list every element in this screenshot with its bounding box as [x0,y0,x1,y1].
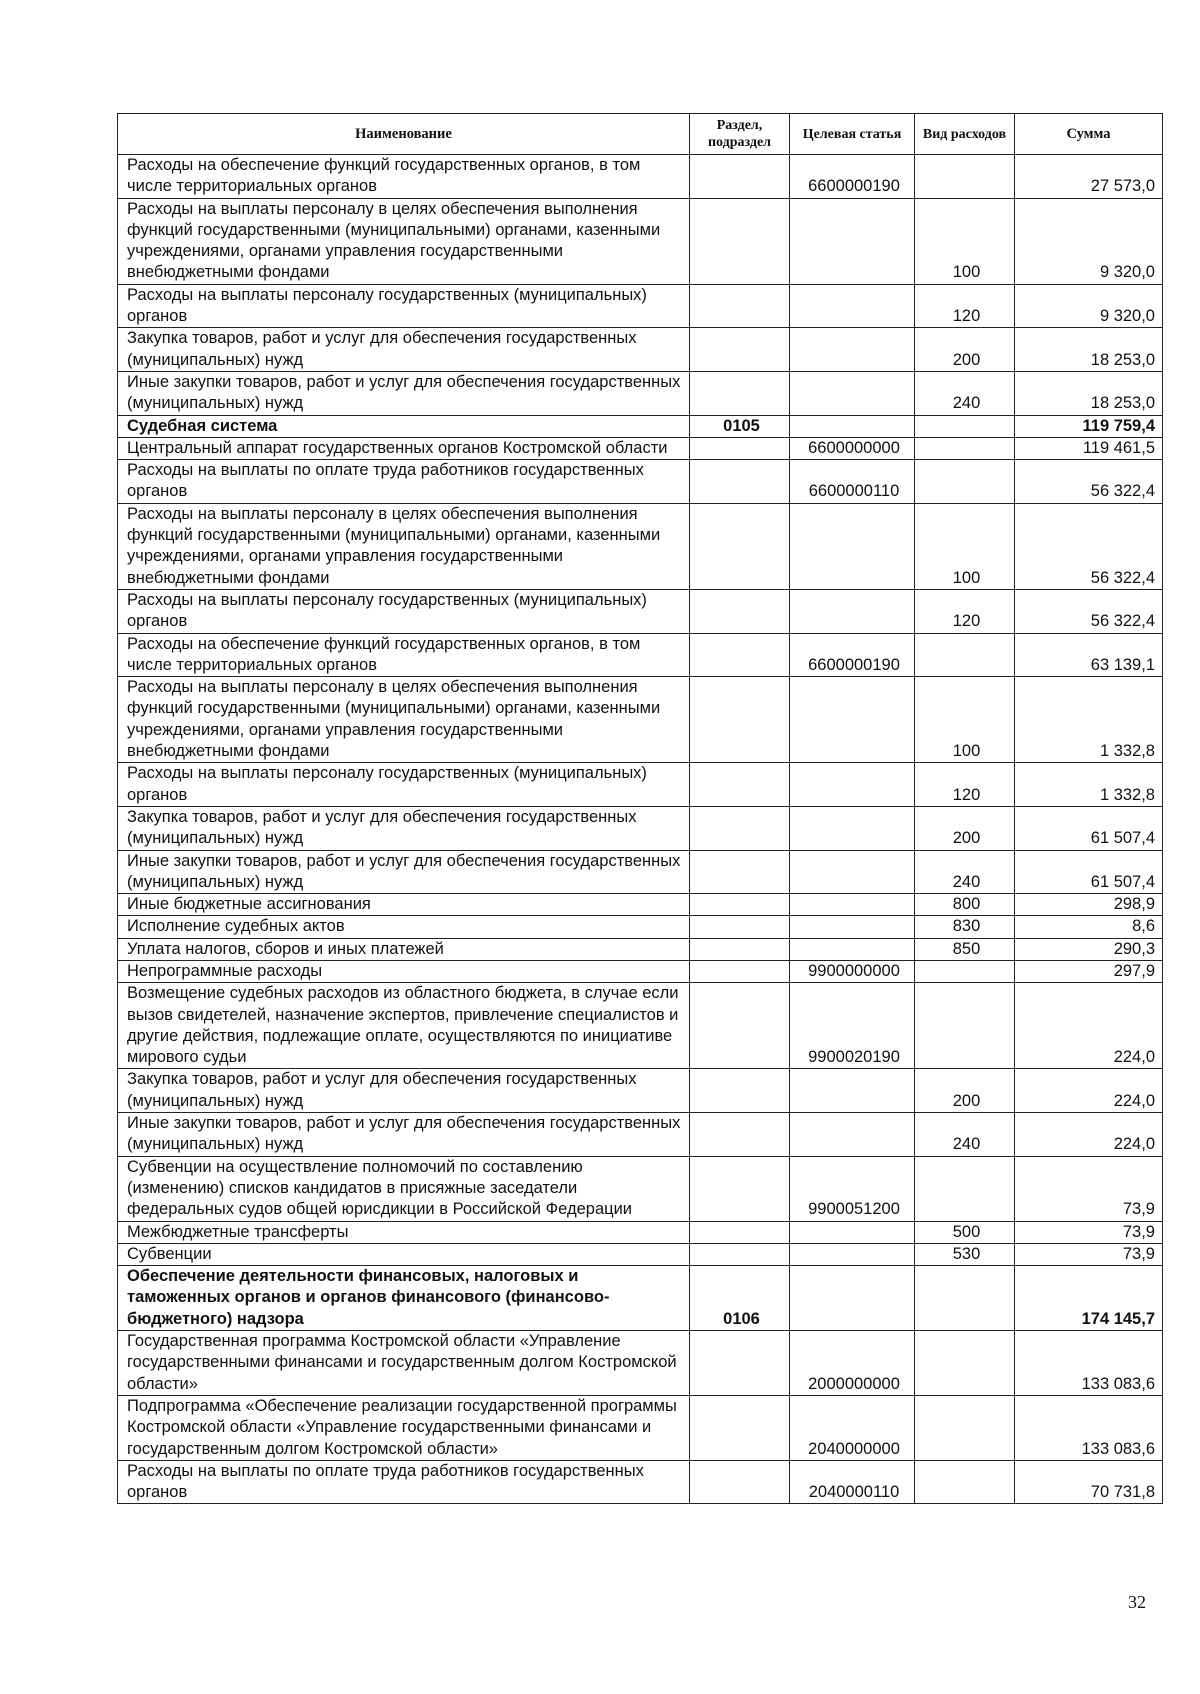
row-name: Расходы на обеспечение функций государственных органов, в том числе территориальных органов [118,633,690,677]
table-row [118,437,1163,459]
row-sum: 119 759,4 [1015,415,1163,437]
row-section [690,960,790,982]
row-sum: 73,9 [1015,1221,1163,1243]
row-name: Расходы на выплаты персоналу государственных (муниципальных) органов [118,763,690,807]
row-sum: 224,0 [1015,983,1163,1069]
row-sum: 70 731,8 [1015,1460,1163,1504]
row-sum: 56 322,4 [1015,503,1163,589]
row-name: Обеспечение деятельности финансовых, налоговых и таможенных органов и органов финансового (финансово-бюджетного) надзора [118,1266,690,1331]
row-section [690,633,790,677]
table-row [118,806,1163,850]
row-section [690,938,790,960]
row-name: Иные закупки товаров, работ и услуг для обеспечения государственных (муниципальных) нужд [118,1113,690,1157]
table-body [118,155,1163,1504]
table-row [118,589,1163,633]
row-target [790,198,915,284]
row-section [690,850,790,894]
row-name: Расходы на выплаты персоналу в целях обеспечения выполнения функций государственными (муниципальными) органами, казенными учреждениями, органами управления государственными внебюджетными фондами [118,198,690,284]
row-kind [915,155,1015,199]
row-name: Расходы на выплаты персоналу государственных (муниципальных) органов [118,284,690,328]
table-row [118,415,1163,437]
row-section [690,460,790,504]
row-section [690,916,790,938]
row-kind [915,633,1015,677]
row-kind: 850 [915,938,1015,960]
table-row [118,633,1163,677]
table-row [118,938,1163,960]
row-name: Центральный аппарат государственных органов Костромской области [118,437,690,459]
row-sum: 61 507,4 [1015,806,1163,850]
row-section [690,1243,790,1265]
row-kind: 100 [915,198,1015,284]
row-sum: 290,3 [1015,938,1163,960]
row-section [690,806,790,850]
row-target [790,1069,915,1113]
row-sum: 56 322,4 [1015,589,1163,633]
table-header [118,114,1163,155]
table-row [118,1331,1163,1396]
table-row [118,1156,1163,1221]
row-target: 9900051200 [790,1156,915,1221]
row-name: Расходы на выплаты по оплате труда работников государственных органов [118,460,690,504]
row-sum: 73,9 [1015,1243,1163,1265]
row-kind: 200 [915,1069,1015,1113]
row-section [690,1156,790,1221]
table-row [118,155,1163,199]
row-kind: 240 [915,850,1015,894]
row-target [790,763,915,807]
row-section [690,1395,790,1460]
page-number: 32 [1128,1592,1146,1612]
row-sum: 133 083,6 [1015,1331,1163,1396]
row-name: Расходы на выплаты персоналу в целях обеспечения выполнения функций государственными (муниципальными) органами, казенными учреждениями, органами управления государственными внебюджетными фондами [118,503,690,589]
row-sum: 9 320,0 [1015,284,1163,328]
row-kind [915,460,1015,504]
table-row [118,1113,1163,1157]
row-name: Межбюджетные трансферты [118,1221,690,1243]
row-section [690,155,790,199]
row-name: Исполнение судебных актов [118,916,690,938]
row-section [690,1221,790,1243]
row-kind: 240 [915,371,1015,415]
row-name: Расходы на выплаты персоналу государственных (муниципальных) органов [118,589,690,633]
row-section [690,589,790,633]
row-section: 0105 [690,415,790,437]
row-sum: 8,6 [1015,916,1163,938]
row-name: Иные бюджетные ассигнования [118,894,690,916]
row-sum: 174 145,7 [1015,1266,1163,1331]
row-sum: 297,9 [1015,960,1163,982]
table-row [118,198,1163,284]
row-name: Возмещение судебных расходов из областного бюджета, в случае если вызов свидетелей, назначение экспертов, привлечение специалистов и другие действия, подлежащие оплате, осуществляются по инициативе мирового судьи [118,983,690,1069]
row-target [790,916,915,938]
row-sum: 63 139,1 [1015,633,1163,677]
row-target: 6600000190 [790,633,915,677]
header-section: Раздел, подраздел [690,114,790,155]
row-sum: 56 322,4 [1015,460,1163,504]
row-target [790,284,915,328]
row-target: 6600000000 [790,437,915,459]
row-name: Расходы на обеспечение функций государственных органов, в том числе территориальных органов [118,155,690,199]
row-kind [915,415,1015,437]
row-kind: 240 [915,1113,1015,1157]
row-target [790,1221,915,1243]
row-name: Субвенции [118,1243,690,1265]
table-row [118,960,1163,982]
row-kind: 100 [915,503,1015,589]
row-sum: 18 253,0 [1015,371,1163,415]
row-kind [915,1395,1015,1460]
row-section [690,437,790,459]
budget-table [117,113,1163,1504]
row-section [690,284,790,328]
row-kind: 200 [915,328,1015,372]
table-row [118,1395,1163,1460]
row-name: Непрограммные расходы [118,960,690,982]
row-target: 2040000000 [790,1395,915,1460]
row-kind [915,437,1015,459]
row-sum: 119 461,5 [1015,437,1163,459]
row-kind: 830 [915,916,1015,938]
table-row [118,328,1163,372]
row-sum: 133 083,6 [1015,1395,1163,1460]
row-name: Подпрограмма «Обеспечение реализации государственной программы Костромской области «Управление государственными финансами и государственным долгом Костромской области» [118,1395,690,1460]
table-row [118,503,1163,589]
row-name: Государственная программа Костромской области «Управление государственными финансами и государственным долгом Костромской области» [118,1331,690,1396]
row-section [690,371,790,415]
table-row [118,850,1163,894]
row-target [790,371,915,415]
table-row [118,284,1163,328]
table-row [118,983,1163,1069]
row-kind: 200 [915,806,1015,850]
header-name: Наименование [118,114,690,155]
row-section [690,1460,790,1504]
header-row [118,114,1163,155]
row-target [790,894,915,916]
table-row [118,371,1163,415]
row-section [690,1331,790,1396]
row-sum: 61 507,4 [1015,850,1163,894]
row-kind [915,1266,1015,1331]
row-sum: 9 320,0 [1015,198,1163,284]
row-kind: 100 [915,677,1015,763]
row-section [690,1069,790,1113]
table-row [118,460,1163,504]
row-sum: 73,9 [1015,1156,1163,1221]
table-row [118,916,1163,938]
table-row [118,1266,1163,1331]
table-row [118,1243,1163,1265]
row-section [690,677,790,763]
row-target: 2000000000 [790,1331,915,1396]
row-target: 2040000110 [790,1460,915,1504]
row-kind [915,1460,1015,1504]
row-name: Закупка товаров, работ и услуг для обеспечения государственных (муниципальных) нужд [118,328,690,372]
row-section [690,894,790,916]
row-name: Закупка товаров, работ и услуг для обеспечения государственных (муниципальных) нужд [118,806,690,850]
row-target [790,1113,915,1157]
row-kind: 120 [915,763,1015,807]
header-kind: Вид расходов [915,114,1015,155]
row-sum: 27 573,0 [1015,155,1163,199]
row-sum: 1 332,8 [1015,763,1163,807]
row-target [790,1243,915,1265]
header-sum: Сумма [1015,114,1163,155]
row-sum: 298,9 [1015,894,1163,916]
table-row [118,677,1163,763]
row-kind: 120 [915,589,1015,633]
row-kind [915,1156,1015,1221]
row-section [690,1113,790,1157]
row-section [690,983,790,1069]
row-target [790,850,915,894]
row-sum: 1 332,8 [1015,677,1163,763]
row-target [790,806,915,850]
row-kind [915,960,1015,982]
row-kind: 500 [915,1221,1015,1243]
row-target [790,415,915,437]
row-name: Иные закупки товаров, работ и услуг для обеспечения государственных (муниципальных) нужд [118,850,690,894]
row-target: 6600000190 [790,155,915,199]
row-target: 9900020190 [790,983,915,1069]
row-section: 0106 [690,1266,790,1331]
row-kind [915,1331,1015,1396]
table-row [118,1069,1163,1113]
row-target [790,938,915,960]
row-section [690,198,790,284]
row-target [790,1266,915,1331]
header-target: Целевая статья [790,114,915,155]
row-target [790,328,915,372]
row-sum: 224,0 [1015,1069,1163,1113]
table-row [118,763,1163,807]
row-name: Закупка товаров, работ и услуг для обеспечения государственных (муниципальных) нужд [118,1069,690,1113]
row-target [790,589,915,633]
row-name: Субвенции на осуществление полномочий по составлению (изменению) списков кандидатов в присяжные заседатели федеральных судов общей юрисдикции в Российской Федерации [118,1156,690,1221]
row-name: Судебная система [118,415,690,437]
row-kind: 800 [915,894,1015,916]
row-target [790,677,915,763]
row-sum: 224,0 [1015,1113,1163,1157]
table-row [118,1221,1163,1243]
row-section [690,328,790,372]
table-row [118,1460,1163,1504]
row-name: Иные закупки товаров, работ и услуг для обеспечения государственных (муниципальных) нужд [118,371,690,415]
row-section [690,763,790,807]
row-sum: 18 253,0 [1015,328,1163,372]
row-kind: 120 [915,284,1015,328]
row-section [690,503,790,589]
row-target: 9900000000 [790,960,915,982]
row-target: 6600000110 [790,460,915,504]
row-target [790,503,915,589]
table-row [118,894,1163,916]
row-name: Расходы на выплаты по оплате труда работников государственных органов [118,1460,690,1504]
row-name: Уплата налогов, сборов и иных платежей [118,938,690,960]
row-kind [915,983,1015,1069]
row-kind: 530 [915,1243,1015,1265]
row-name: Расходы на выплаты персоналу в целях обеспечения выполнения функций государственными (муниципальными) органами, казенными учреждениями, органами управления государственными внебюджетными фондами [118,677,690,763]
